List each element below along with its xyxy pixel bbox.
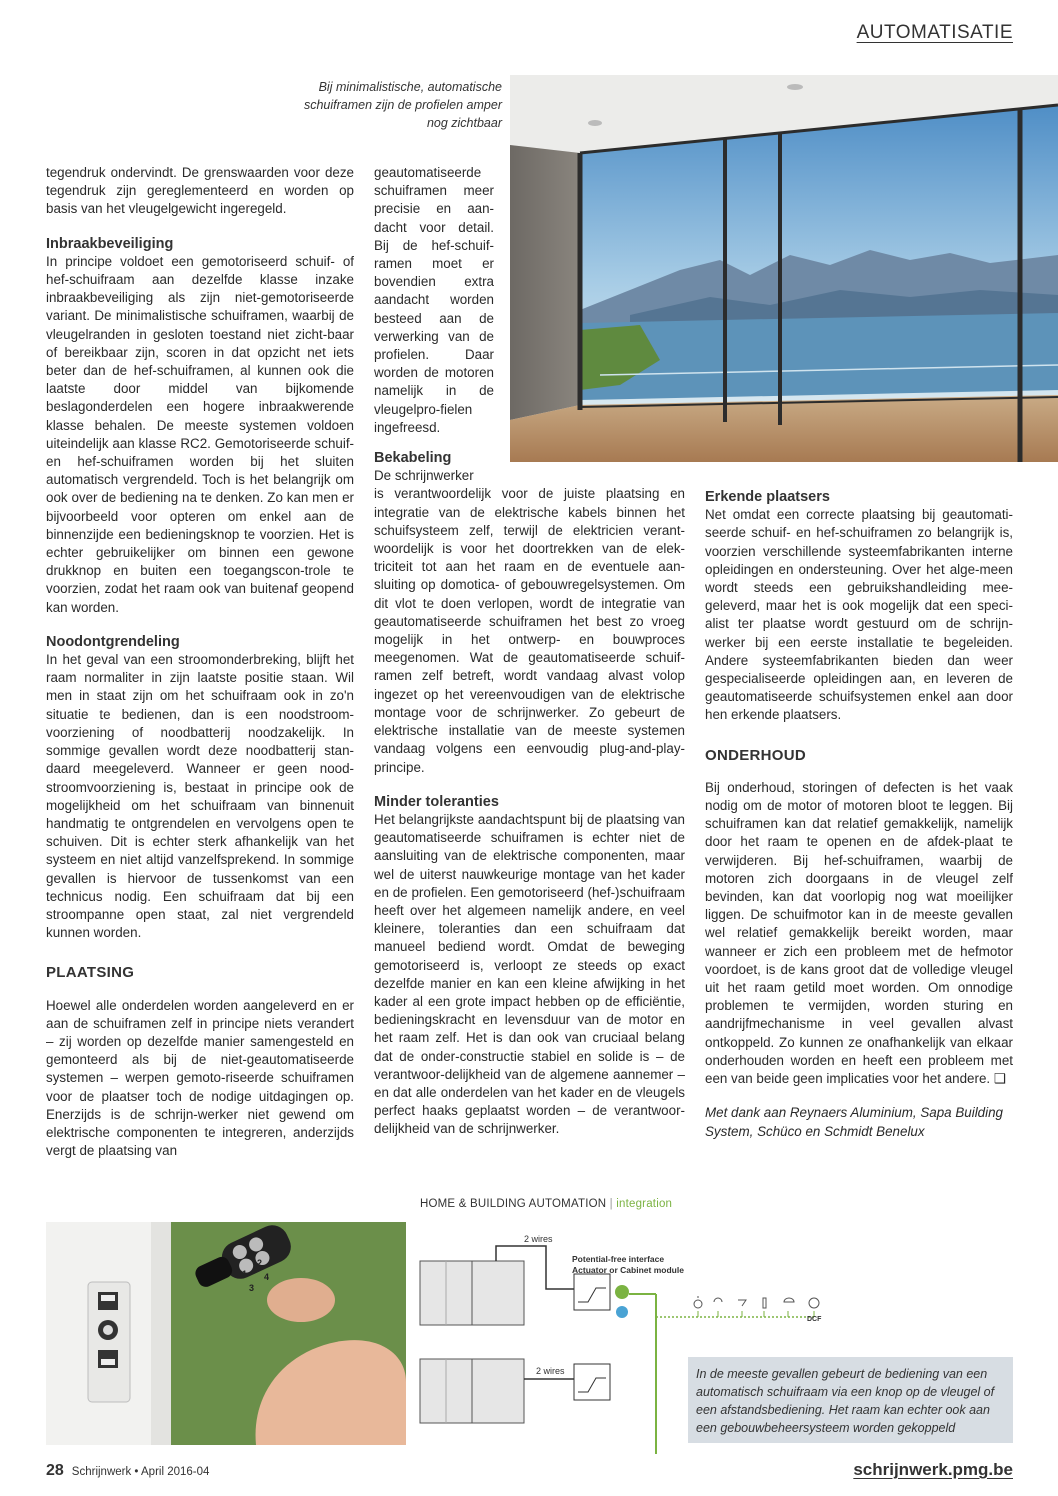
remote-button-label: 4 [264, 1272, 270, 1282]
paragraph [705, 779, 1013, 1088]
website-link[interactable]: schrijnwerk.pmg.be [853, 1460, 1013, 1479]
remote-button-label: 1 [242, 1269, 248, 1279]
subheading-erkende-plaatsers: Erkende plaatsers [705, 489, 830, 505]
article-column-2 [374, 164, 685, 1139]
footer-issue [46, 1462, 209, 1480]
remote-button-label: 3 [249, 1283, 255, 1293]
wires-label-bottom: 2 wires [536, 1366, 565, 1376]
section-title: AUTOMATISATIE [856, 22, 1013, 43]
paragraph: geautomatiseerde schuiframen meer precisie en aan-dacht voor detail. Bij de hef-schuif-ramen moet er bovendien extra aandacht worden besteed aan de verwerking van de profielen. Daar worden de motoren namelijk in de vleugelpro-fielen ingefreesd. [374, 165, 494, 435]
photo-caption: Bij minimalistische, automatische schuiframen zijn de profielen amper nog zichtbaar [303, 80, 502, 130]
subheading-bekabeling: Bekabeling [374, 450, 452, 467]
remote-control-photo [46, 1222, 406, 1445]
subheading-noodontgrendeling: Noodontgrendeling [46, 633, 180, 650]
diagram-title-accent: integration [616, 1198, 673, 1210]
diagram-title-separator: | [606, 1198, 617, 1210]
paragraph: In het geval van een stroomonderbreking, blijft het raam normaliter in zijn laatste positie staan. Wil men in staat zijn om het schuifraam ook in zo'n situatie te bedienen, dan is een noodstroom-voorziening of noodbatterij noodzakelijk. In sommige gevallen wordt deze noodbatterij stan-daard meegeleverd. Wanneer er geen nood-stroomvoorziening is, bestaat in principe ook de mogelijkheid om het schuifraam van binnenuit handmatig te ontgrendelen en vervolgens open te schuiven. Dit is echter sterk afhankelijk van het systeem en niet altijd vanzelfsprekend. In sommige gevallen is hiervoor de tussenkomst van een technicus nodig. Een schuifraam dat bij een stroompanne open staat, zal niet vergrendeld kunnen worden. [46, 652, 354, 941]
paragraph: Net omdat een correcte plaatsing bij geautomati-seerde schuif- en hef-schuiframen zo belangrijk is, voorzien verschillende systeemfabrikanten interne opleidingen en ondersteuning. Over het alge-meen wordt steeds een gebruikshandleiding mee-geleverd, maar het is ook mogelijk dat een speci-alist ter plaatse wordt gestuurd om de schrijn-werker bij een eerste installatie te begeleiden. Andere systeemfabrikanten bieden dan weer gespecialiseerde opleidingen aan, en leveren de geautomatiseerde schuifsystemen enkel aan door hen erkende plaatsers. [705, 507, 1013, 723]
paragraph: tegendruk ondervindt. De grenswaarden voor deze tegendruk zijn gereglementeerd en worden op basis van het vleugelgewicht ingeregeld. [46, 165, 354, 217]
subheading-inbraakbeveiliging: Inbraakbeveiliging [46, 235, 174, 252]
image-caption-box: In de meeste gevallen gebeurt de bediening van een automatisch schuifraam via een knop op de vleugel of een afstandsbediening. Het raam kan echter ook aan een gebouwbeheersysteem worden gekoppeld [688, 1357, 1013, 1443]
issue-label: Schrijnwerk • April 2016-04 [71, 1466, 210, 1478]
remote-button-label: 2 [257, 1258, 263, 1268]
end-mark-icon: ❑ [993, 1071, 1006, 1087]
paragraph: is verantwoordelijk voor de juiste plaatsing en integratie van de elektrische kabels binnen het schuifsysteem zelf, terwijl de elektricien verant-woordelijk is voor het doortrekken van de elek-triciteit tot aan het raam en de eventuele aan-sluiting op domotica- of gebouwregelsystemen. Om dit vlot te doen verlopen, wordt de integratie van geautomatiseerde schuiframen het best zo vroeg mogelijk in het ontwerp- en bouwproces meegenomen. Wat de geautomatiseerde schuif-ramen zelf betreft, wordt vandaag alvast volop ingezet op het vereenvoudigen van de elektrische montage voor de schrijnwerker. Zo gebeurt de elektrische installatie van de meeste systemen vandaag volgens een eenvoudig plug-and-play-principe. [374, 486, 685, 775]
paragraph: Het belangrijkste aandachtspunt bij de plaatsing van geautomatiseerde schuiframen is echter niet de aansluiting van de elektrische componenten, maar wel de uiterst nauwkeurige montage van het kader en de profielen. Een gemotoriseerd (hef-)schuifraam heeft over het algemeen namelijk andere, en veel kleinere, toleranties dan een schuifraam dat manueel bediend wordt. Omdat de beweging gemotoriseerd is, verloopt ze steeds op exact dezelfde manier en kan een kleine afwijking in het kader al een grote impact hebben op de efficiëntie, bedieningskracht en levensduur van de motor en het raam zelf. Het is dan ook van cruciaal belang dat de onder-constructie stabiel en solide is – de verantwoor-delijkheid van de algemene aannemer – en dat alle onderdelen van het kader en de vleugels perfect haaks geplaatst worden – de verantwoor-delijkheid van de schrijnwerker. [374, 811, 685, 1137]
paragraph: De schrijnwerker [374, 468, 474, 484]
paragraph: Hoewel alle onderdelen worden aangeleverd en er aan de schuiframen zelf in principe niets verandert – zij worden op dezelfde manier samengesteld en gemonteerd als bij de niet-geautomatiseerde systemen – werpen gemoto-riseerde schuiframen voor de plaatser toch de nodige uitdagingen op. Enerzijds is de schrijn-werker niet gewend om elektrische componenten te integreren, anderzijds vergt de plaatsing van [46, 997, 354, 1159]
article-column-1 [46, 164, 354, 1160]
dcf-label: DCF [807, 1316, 822, 1323]
wires-label-top: 2 wires [524, 1234, 553, 1244]
diagram-title-main: HOME & BUILDING AUTOMATION [420, 1198, 607, 1210]
interface-label-line2: Actuator or Cabinet module [572, 1265, 684, 1275]
interface-label-line1: Potential-free interface [572, 1254, 665, 1264]
subheading-minder-toleranties: Minder toleranties [374, 793, 499, 810]
acknowledgement: Met dank aan Reynaers Aluminium, Sapa Building System, Schüco en Schmidt Benelux [705, 1105, 1003, 1139]
remote-and-switch-illustration [46, 1222, 406, 1445]
heading-onderhoud: ONDERHOUD [705, 746, 807, 764]
article-column-3 [705, 488, 1013, 1141]
paragraph-text: Bij onderhoud, storingen of defecten is het vaak nodig om de motor of motoren bloot te leggen. Bij schuiframen kan dat relatief gemakkelijk, namelijk door het raam te openen en de afdek-plaat te verwijderen. Bij hef-schuiframen, waarbij de motoren zich doorgaans in de vleugel zelf bevinden, kan dat voorlopig nog wat moeilijker liggen. De schuifmotor kan in de meeste gevallen wel relatief gemakkelijk bereikt worden, maar wanneer er zich een probleem met de hefmotor voordoet, is de kans groot dat de volledige vleugel uit het raam getild moet worden. Om onnodige problemen te vermijden, worden sturing en aandrijfmechanisme in veel gevallen alvast ontkoppeld. Zo kunnen ze onafhankelijk van elkaar onderhouden worden en heeft een probleem met een van beide geen implicaties voor het andere. [705, 779, 1013, 1087]
heading-plaatsing: PLAATSING [46, 964, 135, 982]
page-number: 28 [46, 1462, 64, 1479]
diagram-title [420, 1198, 672, 1210]
paragraph: In principe voldoet een gemotoriseerd schuif- of hef-schuifraam aan dezelfde klasse inzake inbraakbeveiliging als zijn niet-gemotoriseerde variant. De minimalistische schuiframen, waarbij de vleugelranden in gesloten toestand niet zicht-baar of bereikbaar zijn, scoren in dat opzicht net iets beter dan de hef-schuiframen, al kunnen ook die laatste door middel van bijkomende beslagonderdelen een hogere inbraakwerende klasse behalen. De meeste systemen voldoen uiteindelijk aan klasse RC2. Gemotoriseerde schuif- en hef-schuiframen worden bij het sluiten automatisch vergrendeld. Toch is het belangrijk om ook over de bediening na te denken. Zo kan men er bijvoorbeeld voor opteren om enkel aan de binnenzijde een bedieningsknop te voorzien. Het is echter gebruikelijker om binnen een gewone drukknop en buiten een toegangscon-trole te voorzien, zodat het raam ook van buitenaf geopend kan worden. [46, 253, 354, 615]
